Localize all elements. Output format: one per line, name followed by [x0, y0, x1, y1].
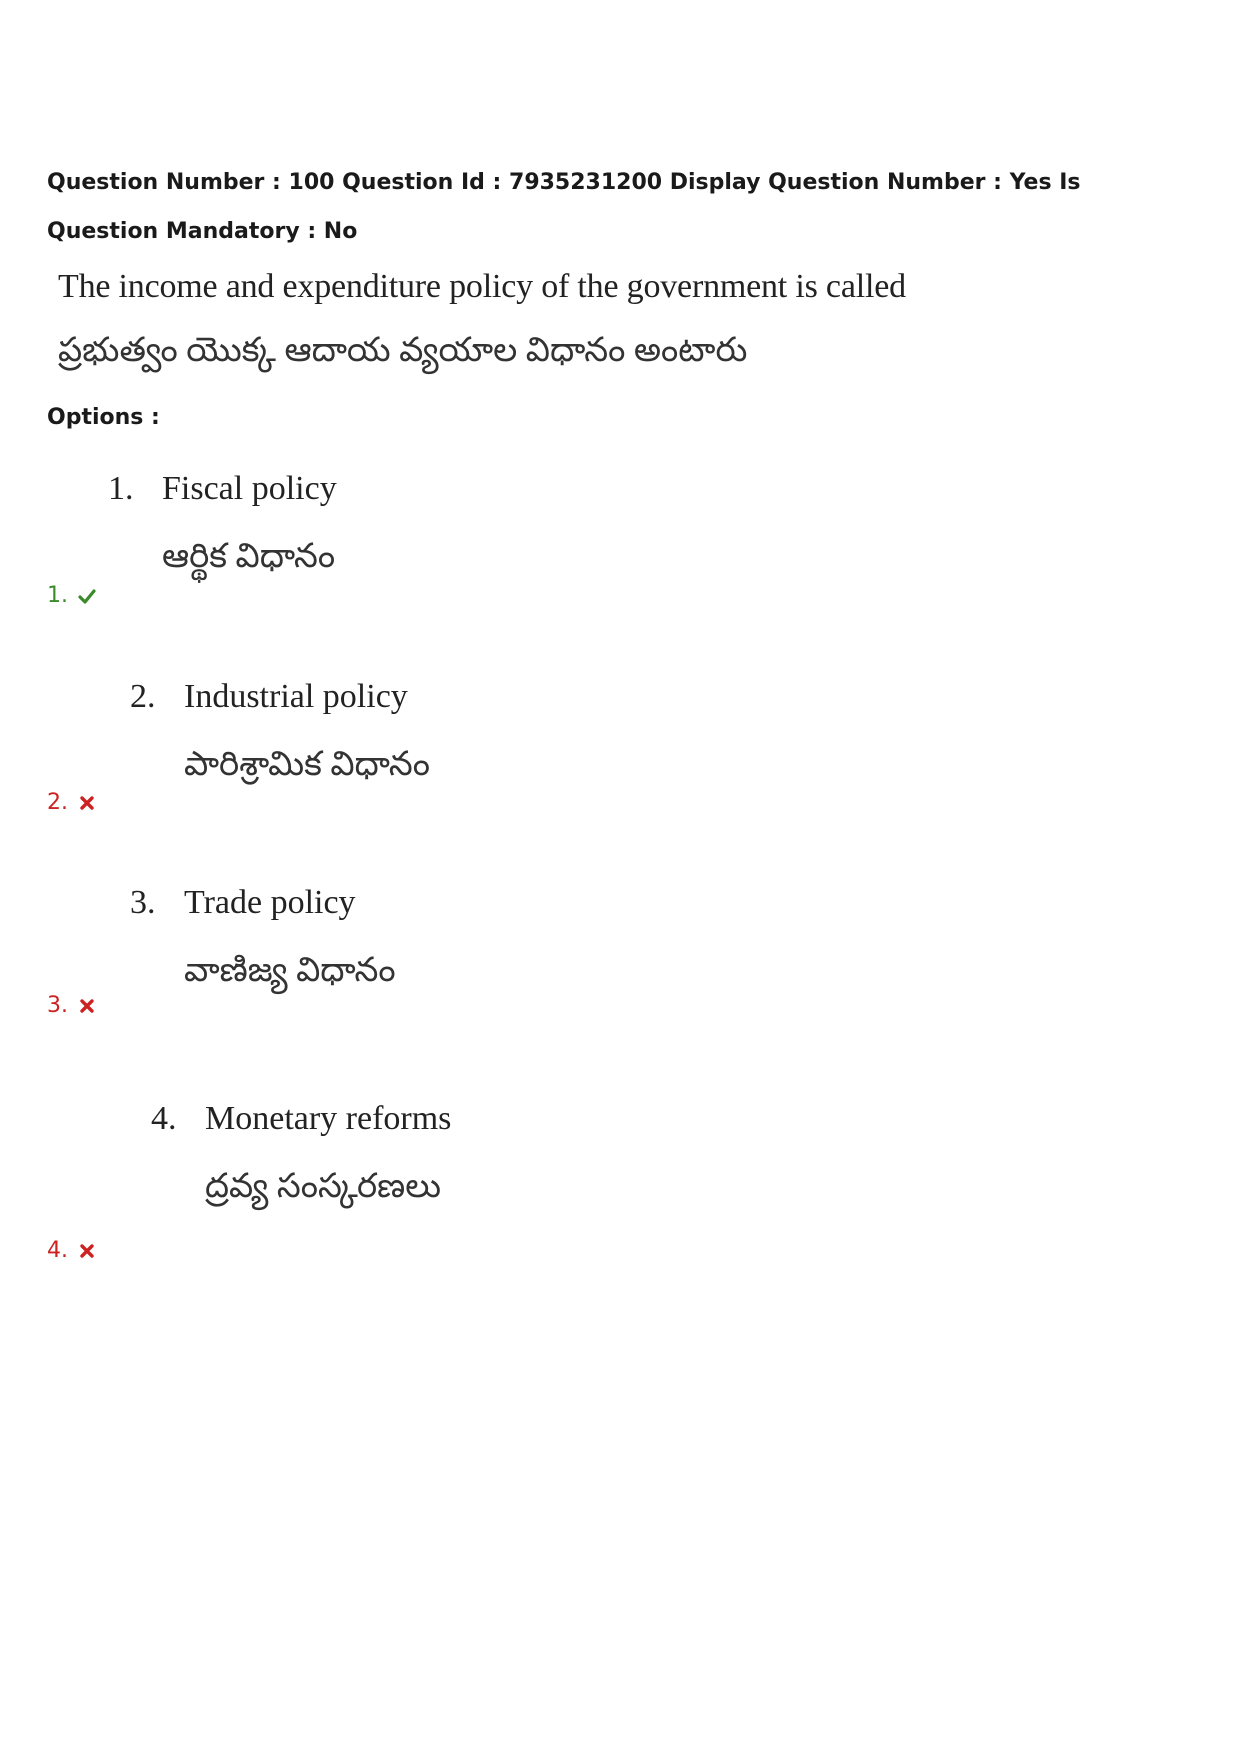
option-1-label: Fiscal policy — [162, 470, 337, 507]
option-4-marker — [47, 1238, 96, 1263]
question-text-telugu: ప్రభుత్వం యొక్క ఆదాయ వ్యయాల విధానం అంటారు — [58, 332, 748, 369]
option-4-label: Monetary reforms — [205, 1100, 452, 1137]
option-4-telugu: ద్రవ్య సంస్కరణలు — [205, 1168, 442, 1205]
option-3-marker — [47, 993, 96, 1018]
option-2-marker-number: 2. — [47, 790, 68, 815]
option-3-telugu: వాణిజ్య విధానం — [184, 952, 396, 989]
cross-icon — [78, 1242, 96, 1260]
option-3-number: 3. — [130, 884, 156, 921]
options-label: Options : — [47, 405, 160, 430]
option-1-marker-number: 1. — [47, 583, 68, 608]
option-1-telugu: ఆర్థిక విధానం — [162, 538, 336, 575]
option-4-english — [151, 1100, 451, 1138]
option-3-english — [130, 884, 396, 922]
question-header: Question Number : 100 Question Id : 7935231200 Display Question Number : Yes Is Question Mandatory : No — [47, 170, 1081, 244]
option-4-number: 4. — [151, 1100, 177, 1137]
option-2-english — [130, 678, 430, 716]
option-3-label: Trade policy — [184, 884, 356, 921]
option-1-marker — [47, 583, 96, 608]
cross-icon — [78, 997, 96, 1015]
option-1-english — [108, 470, 337, 508]
option-2-number: 2. — [130, 678, 156, 715]
question-image — [58, 268, 906, 378]
cross-icon — [78, 794, 96, 812]
option-4-marker-number: 4. — [47, 1238, 68, 1263]
option-2-marker — [47, 790, 96, 815]
option-4-image — [151, 1100, 451, 1214]
option-2-label: Industrial policy — [184, 678, 408, 715]
option-3-marker-number: 3. — [47, 993, 68, 1018]
option-1-number: 1. — [108, 470, 134, 507]
checkmark-icon — [78, 587, 96, 605]
option-1-image — [108, 470, 337, 584]
option-3-image — [130, 884, 396, 998]
option-2-image — [130, 678, 430, 792]
option-2-telugu: పారిశ్రామిక విధానం — [184, 746, 430, 783]
question-text-english: The income and expenditure policy of the government is called — [58, 268, 906, 305]
